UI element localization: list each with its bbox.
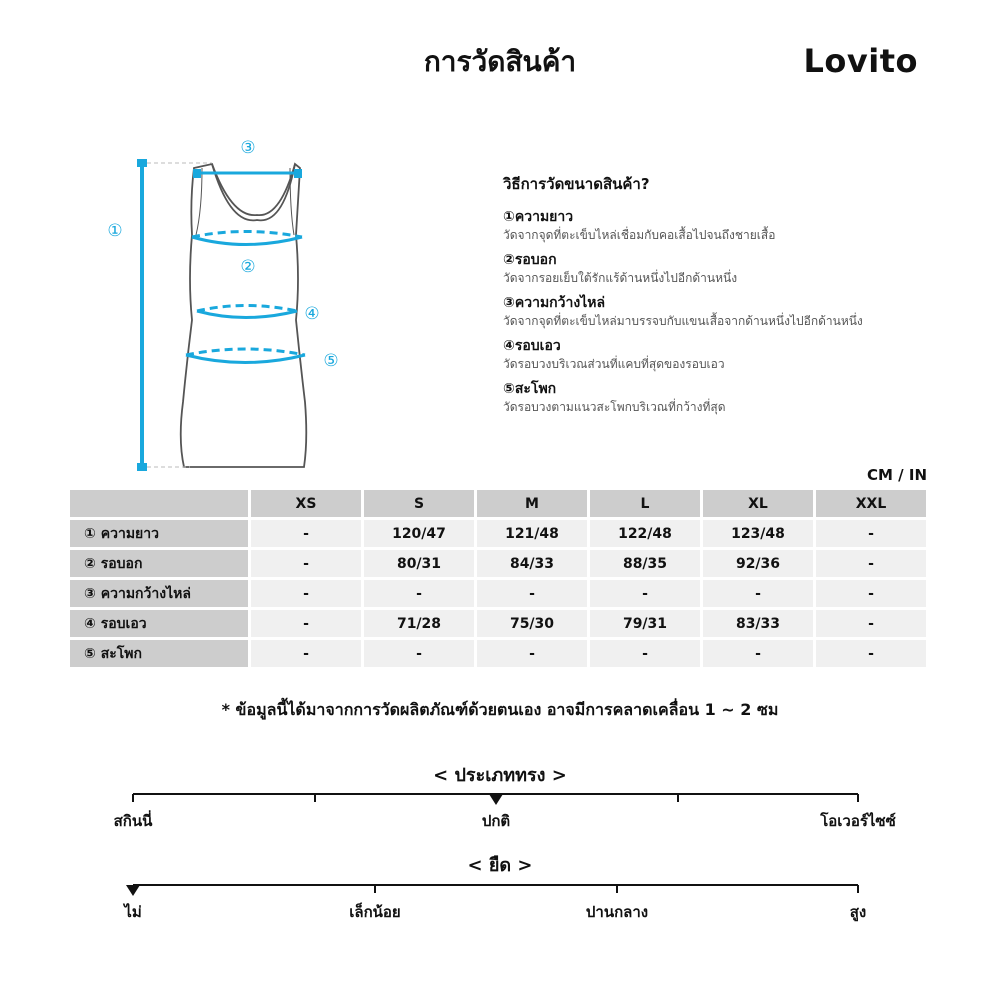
how-to-measure [503, 172, 933, 423]
fit-selected-marker [489, 794, 503, 805]
measurement-note: * ข้อมูลนี้ได้มาจากการวัดผลิตภัณฑ์ด้วยตนเอง อาจมีการคลาดเคลื่อน 1 ~ 2 ซม [221, 700, 779, 719]
column-header: L [590, 490, 700, 517]
marker-hip: ⑤ [323, 351, 339, 371]
table-cell: - [477, 580, 587, 607]
table-cell: - [816, 550, 926, 577]
table-cell: 75/30 [477, 610, 587, 637]
table-cell: 123/48 [703, 520, 813, 547]
table-cell: 80/31 [364, 550, 474, 577]
measure-name: ②รอบอก [503, 252, 557, 268]
size-table [67, 487, 929, 670]
measure-name: ④รอบเอว [503, 338, 561, 354]
measure-desc: วัดจากจุดที่ตะเข็บไหล่มาบรรจบกับแขนเสื้อจากด้านหนึ่งไปอีกด้านหนึ่ง [503, 314, 863, 328]
marker-length: ① [107, 221, 123, 241]
table-cell: - [590, 640, 700, 667]
table-cell: - [703, 640, 813, 667]
table-cell: 121/48 [477, 520, 587, 547]
table-cell: 120/47 [364, 520, 474, 547]
table-cell: - [251, 640, 361, 667]
table-row [70, 640, 926, 667]
measure-item [503, 294, 933, 330]
measure-item [503, 380, 933, 416]
measure-name: ③ความกว้างไหล่ [503, 295, 606, 311]
measure-name: ⑤สะโพก [503, 381, 557, 397]
dress-measurement-diagram [90, 130, 360, 480]
table-cell: - [590, 580, 700, 607]
table-cell: - [816, 520, 926, 547]
table-cell: - [816, 580, 926, 607]
table-cell: 84/33 [477, 550, 587, 577]
marker-chest: ② [240, 257, 256, 277]
table-cell: 88/35 [590, 550, 700, 577]
table-cell: - [251, 550, 361, 577]
page-title: การวัดสินค้า [423, 45, 577, 78]
fit-label-regular: ปกติ [481, 812, 511, 830]
row-label: ⑤ สะโพก [70, 640, 248, 667]
stretch-label-high: สูง [849, 903, 867, 921]
fit-label-skinny: สกินนี่ [113, 812, 153, 830]
stretch-label-slight: เล็กน้อย [349, 903, 401, 921]
table-cell: - [251, 610, 361, 637]
table-cell: 71/28 [364, 610, 474, 637]
column-header: XS [251, 490, 361, 517]
fit-scale-title: < ประเภททรง > [433, 765, 567, 786]
row-label: ④ รอบเอว [70, 610, 248, 637]
measure-item [503, 251, 933, 287]
measure-desc: วัดจากรอยเย็บใต้รักแร้ด้านหนึ่งไปอีกด้านหนึ่ง [503, 271, 738, 285]
table-cell: - [251, 580, 361, 607]
how-to-title: วิธีการวัดขนาดสินค้า? [503, 175, 650, 193]
table-cell: - [477, 640, 587, 667]
table-cell: - [816, 640, 926, 667]
measure-desc: วัดจากจุดที่ตะเข็บไหล่เชื่อมกับคอเสื้อไปจนถึงชายเสื้อ [503, 228, 776, 242]
fit-label-oversize: โอเวอร์ไซซ์ [820, 812, 896, 830]
row-label: ① ความยาว [70, 520, 248, 547]
marker-waist: ④ [304, 304, 320, 324]
table-cell: - [364, 580, 474, 607]
measure-item [503, 208, 933, 244]
measure-item [503, 337, 933, 373]
table-cell: 92/36 [703, 550, 813, 577]
table-header-row [70, 490, 926, 517]
column-header: S [364, 490, 474, 517]
measure-desc: วัดรอบวงบริเวณส่วนที่แคบที่สุดของรอบเอว [503, 357, 725, 371]
table-cell: - [364, 640, 474, 667]
unit-label: CM / IN [867, 466, 927, 484]
table-row [70, 550, 926, 577]
table-cell: - [703, 580, 813, 607]
table-cell: - [816, 610, 926, 637]
table-cell: 83/33 [703, 610, 813, 637]
column-header: XXL [816, 490, 926, 517]
brand-logo: Lovito [803, 42, 918, 80]
column-header: M [477, 490, 587, 517]
table-cell: - [251, 520, 361, 547]
table-row [70, 610, 926, 637]
table-cell: 79/31 [590, 610, 700, 637]
stretch-selected-marker [126, 885, 140, 896]
measure-desc: วัดรอบวงตามแนวสะโพกบริเวณที่กว้างที่สุด [503, 400, 726, 414]
column-header: XL [703, 490, 813, 517]
stretch-label-medium: ปานกลาง [585, 903, 649, 921]
table-cell: 122/48 [590, 520, 700, 547]
table-corner [70, 490, 248, 517]
table-row [70, 520, 926, 547]
measure-name: ①ความยาว [503, 209, 574, 225]
row-label: ② รอบอก [70, 550, 248, 577]
marker-shoulder: ③ [240, 138, 256, 158]
dress-outline [181, 164, 307, 467]
table-row [70, 580, 926, 607]
row-label: ③ ความกว้างไหล่ [70, 580, 248, 607]
stretch-scale-title: < ยืด > [467, 855, 533, 876]
stretch-label-none: ไม่ [124, 903, 142, 921]
